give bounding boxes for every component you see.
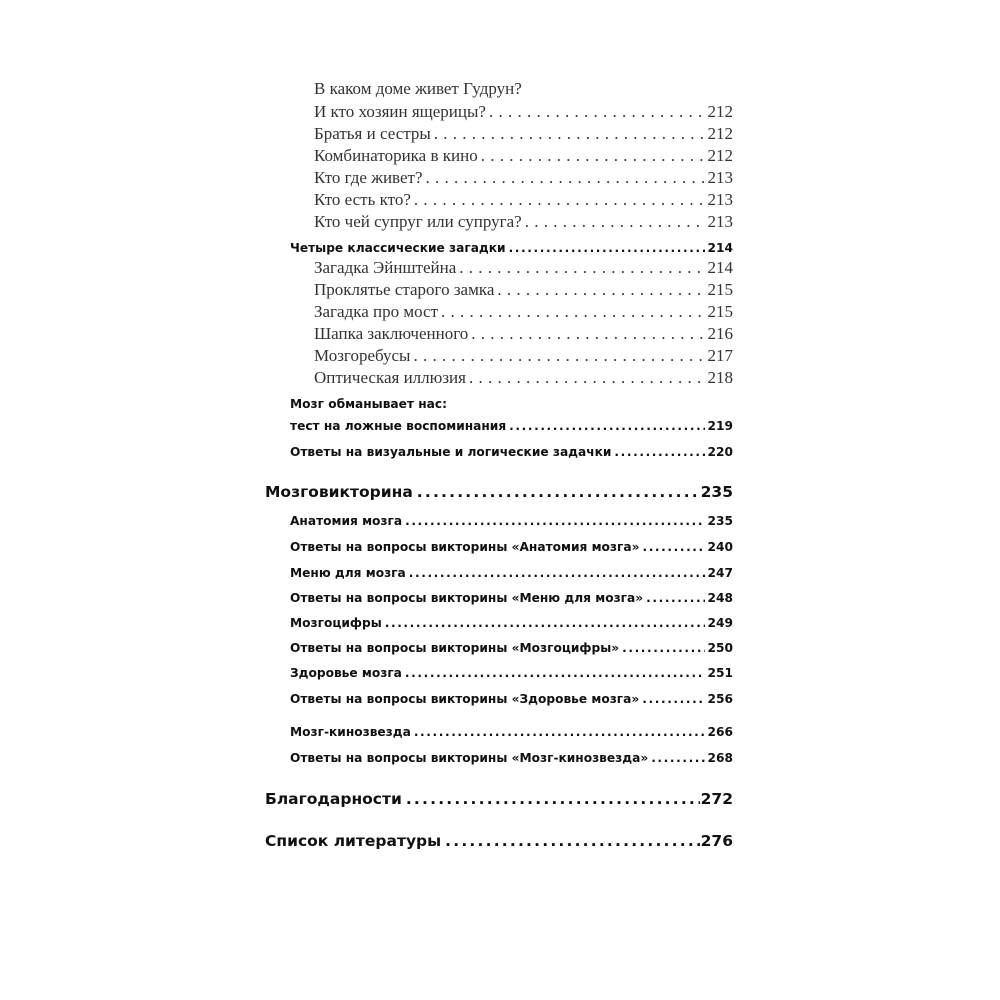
toc-entry-page: 240 — [707, 540, 733, 554]
toc-entry-title: Загадка про мост — [314, 302, 439, 321]
dot-leader — [405, 666, 705, 680]
toc-entry-title: Ответы на вопросы викторины «Мозг-кинозвезда» — [290, 751, 649, 765]
toc-entry — [314, 368, 733, 388]
toc-entry — [265, 832, 733, 850]
toc-entry — [290, 514, 733, 528]
toc-entry-title: Братья и сестры — [314, 124, 431, 143]
dot-leader — [642, 540, 704, 554]
toc-entry-page: 213 — [707, 212, 733, 231]
toc-entry-page: 249 — [707, 616, 733, 630]
toc-entry — [290, 397, 733, 411]
dot-leader — [646, 591, 704, 605]
toc-entry-title: Проклятье старого замка — [314, 280, 495, 299]
toc-entry-title: Ответы на визуальные и логические задачки — [290, 445, 612, 459]
toc-entry-title: тест на ложные воспоминания — [290, 419, 507, 433]
toc-entry-title: Ответы на вопросы викторины «Анатомия мозга» — [290, 540, 640, 554]
toc-entry — [314, 324, 733, 344]
toc-entry — [290, 725, 733, 739]
toc-entry-page: 247 — [707, 566, 733, 580]
toc-entry-page: 220 — [707, 445, 733, 459]
toc-entry-title: Шапка заключенного — [314, 324, 469, 343]
toc-entry — [314, 212, 733, 232]
toc-entry-title: Загадка Эйнштейна — [314, 258, 457, 277]
toc-entry-title: Здоровье мозга — [290, 666, 402, 680]
toc-entry — [314, 258, 733, 278]
toc-entry-page: 256 — [707, 692, 733, 706]
toc-entry — [314, 146, 733, 166]
toc-entry-title: Оптическая иллюзия — [314, 368, 466, 387]
toc-entry-page: 248 — [707, 591, 733, 605]
toc-entry — [314, 102, 733, 122]
toc-entry — [290, 591, 733, 605]
toc-entry-title: Кто есть кто? — [314, 190, 411, 209]
toc-entry — [290, 445, 733, 459]
dot-leader — [469, 368, 705, 388]
toc-entry-page: 212 — [707, 146, 733, 165]
toc-entry-page: 213 — [707, 190, 733, 209]
toc-entry — [314, 302, 733, 322]
toc-entry — [290, 616, 733, 630]
toc-entry — [290, 666, 733, 680]
dot-leader — [642, 692, 704, 706]
toc-entry-title: Мозг обманывает нас: — [290, 397, 447, 411]
toc-entry-page: 214 — [707, 241, 733, 255]
dot-leader — [651, 751, 704, 765]
dot-leader — [509, 419, 704, 433]
toc-entry — [314, 168, 733, 188]
toc-entry-title: В каком доме живет Гудрун? — [314, 79, 522, 98]
dot-leader — [614, 445, 704, 459]
dot-leader — [426, 168, 705, 188]
dot-leader — [405, 514, 704, 528]
toc-entry — [314, 280, 733, 300]
toc-entry-title: Комбинаторика в кино — [314, 146, 478, 165]
toc-entry-title: Кто чей супруг или супруга? — [314, 212, 522, 231]
dot-leader — [385, 616, 705, 630]
toc-entry-page: 235 — [700, 483, 733, 501]
toc-entry — [290, 692, 733, 706]
toc-entry-page: 213 — [707, 168, 733, 187]
toc-entry-title: Четыре классические загадки — [290, 241, 506, 255]
toc-entry-page: 216 — [707, 324, 733, 343]
toc-entry-title: Ответы на вопросы викторины «Меню для мозга» — [290, 591, 644, 605]
dot-leader — [406, 790, 700, 808]
toc-entry — [290, 540, 733, 554]
toc-entry-title: Кто где живет? — [314, 168, 423, 187]
toc-entry-page: 250 — [707, 641, 733, 655]
dot-leader — [489, 102, 705, 122]
toc-entry-title: Ответы на вопросы викторины «Здоровье мозга» — [290, 692, 640, 706]
dot-leader — [459, 258, 704, 278]
toc-entry-page: 268 — [707, 751, 733, 765]
dot-leader — [414, 190, 705, 210]
toc-entry-title: И кто хозяин ящерицы? — [314, 102, 486, 121]
toc-entry-title: Меню для мозга — [290, 566, 406, 580]
dot-leader — [414, 725, 705, 739]
toc-entry-page: 235 — [707, 514, 733, 528]
dot-leader — [417, 483, 700, 501]
toc-entry — [314, 124, 733, 144]
toc-entry — [290, 419, 733, 433]
toc-entry — [290, 241, 733, 255]
toc-entry — [265, 790, 733, 808]
dot-leader — [441, 302, 704, 322]
toc-entry-page: 212 — [707, 124, 733, 143]
dot-leader — [509, 241, 705, 255]
toc-entry-page: 215 — [707, 280, 733, 299]
dot-leader — [434, 124, 705, 144]
toc-entry-page: 276 — [700, 832, 733, 850]
toc-entry-title: Мозговикторина — [265, 483, 413, 501]
toc-entry-title: Мозгоцифры — [290, 616, 382, 630]
toc-entry-page: 218 — [707, 368, 733, 387]
toc-entry-title: Ответы на вопросы викторины «Мозгоцифры» — [290, 641, 620, 655]
toc-entry — [314, 79, 733, 99]
toc-entry-page: 251 — [707, 666, 733, 680]
toc-entry — [314, 346, 733, 366]
toc-entry — [265, 483, 733, 501]
toc-entry-page: 266 — [707, 725, 733, 739]
dot-leader — [413, 346, 704, 366]
toc-entry-title: Мозг-кинозвезда — [290, 725, 411, 739]
toc-entry-page: 272 — [700, 790, 733, 808]
toc-entry-title: Мозгоребусы — [314, 346, 411, 365]
toc-entry — [314, 190, 733, 210]
dot-leader — [525, 212, 705, 232]
dot-leader — [481, 146, 705, 166]
toc-entry-title: Анатомия мозга — [290, 514, 403, 528]
dot-leader — [445, 832, 699, 850]
toc-entry — [290, 641, 733, 655]
toc-entry — [290, 751, 733, 765]
toc-entry-page: 217 — [707, 346, 733, 365]
dot-leader — [497, 280, 704, 300]
toc-entry-page: 219 — [707, 419, 733, 433]
toc-entry — [290, 566, 733, 580]
toc-entry-page: 212 — [707, 102, 733, 121]
toc-entry-title: Список литературы — [265, 832, 442, 850]
toc-entry-page: 215 — [707, 302, 733, 321]
dot-leader — [471, 324, 704, 344]
dot-leader — [409, 566, 705, 580]
toc-entry-title: Благодарности — [265, 790, 402, 808]
toc-entry-page: 214 — [707, 258, 733, 277]
dot-leader — [622, 641, 704, 655]
